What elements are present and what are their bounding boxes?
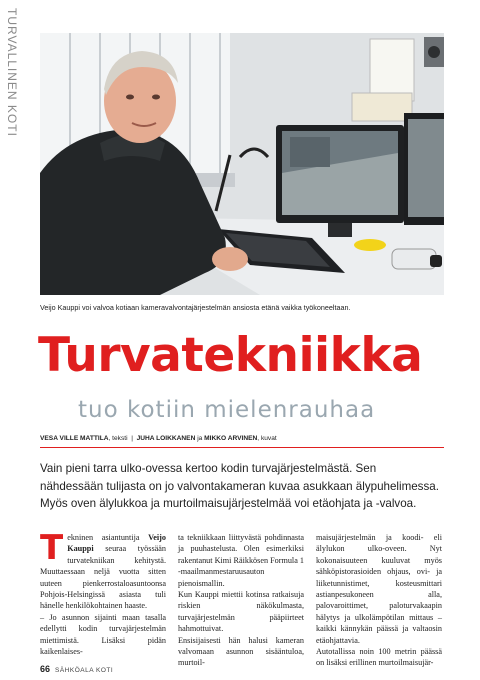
body-col1-rest: seuraa työssään turvatekniikan kehitystä. Muuttaessaan neljä vuotta sitten uuteen pienkerrostaloasuntoonsa Pohjois-Helsingissä asiasta tuli hänelle henkilökohtainen haaste. – Jo asunnon sijainti maan tasalla edellytti kodin turvajärjestelmän miettimistä. Lisäksi pidän kaikenlaises- xyxy=(40,544,166,657)
photographers-role: , kuvat xyxy=(257,435,277,442)
body-col1-name: Veijo Kauppi xyxy=(67,533,166,554)
section-label-text: TURVALLINEN KOTI xyxy=(5,8,19,137)
divider-rule xyxy=(40,447,444,448)
photographer-1: JUHA LOIKKANEN xyxy=(136,435,196,442)
body-col1-start: ekninen asiantuntija xyxy=(67,533,149,542)
author-name: VESA VILLE MATTILA xyxy=(40,435,109,442)
drop-cap: T xyxy=(40,528,64,568)
photographer-2: MIKKO ARVINEN xyxy=(204,435,258,442)
article-photo xyxy=(40,33,444,295)
section-label xyxy=(6,8,20,188)
page-footer xyxy=(40,659,113,677)
article-subtitle: tuo kotiin mielenrauhaa xyxy=(78,397,376,423)
photo-illustration xyxy=(40,33,444,295)
page-number: 66 xyxy=(40,664,51,674)
body-columns xyxy=(40,528,444,669)
body-column-1 xyxy=(40,528,166,669)
photographers-join: ja xyxy=(195,435,205,442)
photo-caption: Veijo Kauppi voi valvoa kotiaan kameravalvontajärjestelmän ansiosta etänä vaikka työkoneeltaan. xyxy=(40,303,351,312)
lead-paragraph: Vain pieni tarra ulko-ovessa kertoo kodin turvajärjestelmästä. Sen nähdessään tulijasta on jo valvontakameran kuvaa asukkaan älypuhelimessa. Myös oven älylukkoa ja murtoilmaisujärjestelmää voi etäohjata ja -valvoa. xyxy=(40,462,439,510)
body-column-3: maisujärjestelmän ja koodi- eli älylukon ulko-oveen. Nyt kokonaisuuteen kuuluvat myös sähköpistorasioiden ohjaus, ovi- ja liiketunnistimet, kosteusmittari astianpesukoneen alla, palovaroittimet, paloturvakaapin hälytys ja ulkolämpötilan mittaus – kaikki kännykän päässä ja valtaosin etäohjattavia. Autotallissa noin 100 metrin päässä on lisäksi erillinen murtoilmaisujär- xyxy=(316,533,442,668)
article-title: Turvatekniikka xyxy=(38,328,423,383)
magazine-name: SÄHKÖALA KOTI xyxy=(55,667,114,674)
body-column-2: ta tekniikkaan liittyvästä pohdinnasta ja puuhastelusta. Olen esimerkiksi rakentanut Kimi Räikkösen Formula 1 -maailmanmestaruusauton pienoismallin. Kun Kauppi miettii kotinsa ratkaisuja riskien näkökulmasta, turvajärjestelmän pääpiirteet hahmottuivat. Ensisijaisesti hän halusi kameran valvomaan asunnon sisääntuloa, murtoil- xyxy=(178,533,304,668)
article-credits: VESA VILLE MATTILA, teksti | JUHA LOIKKANEN ja MIKKO ARVINEN, kuvat xyxy=(40,435,277,442)
author-role: , teksti xyxy=(108,435,128,442)
